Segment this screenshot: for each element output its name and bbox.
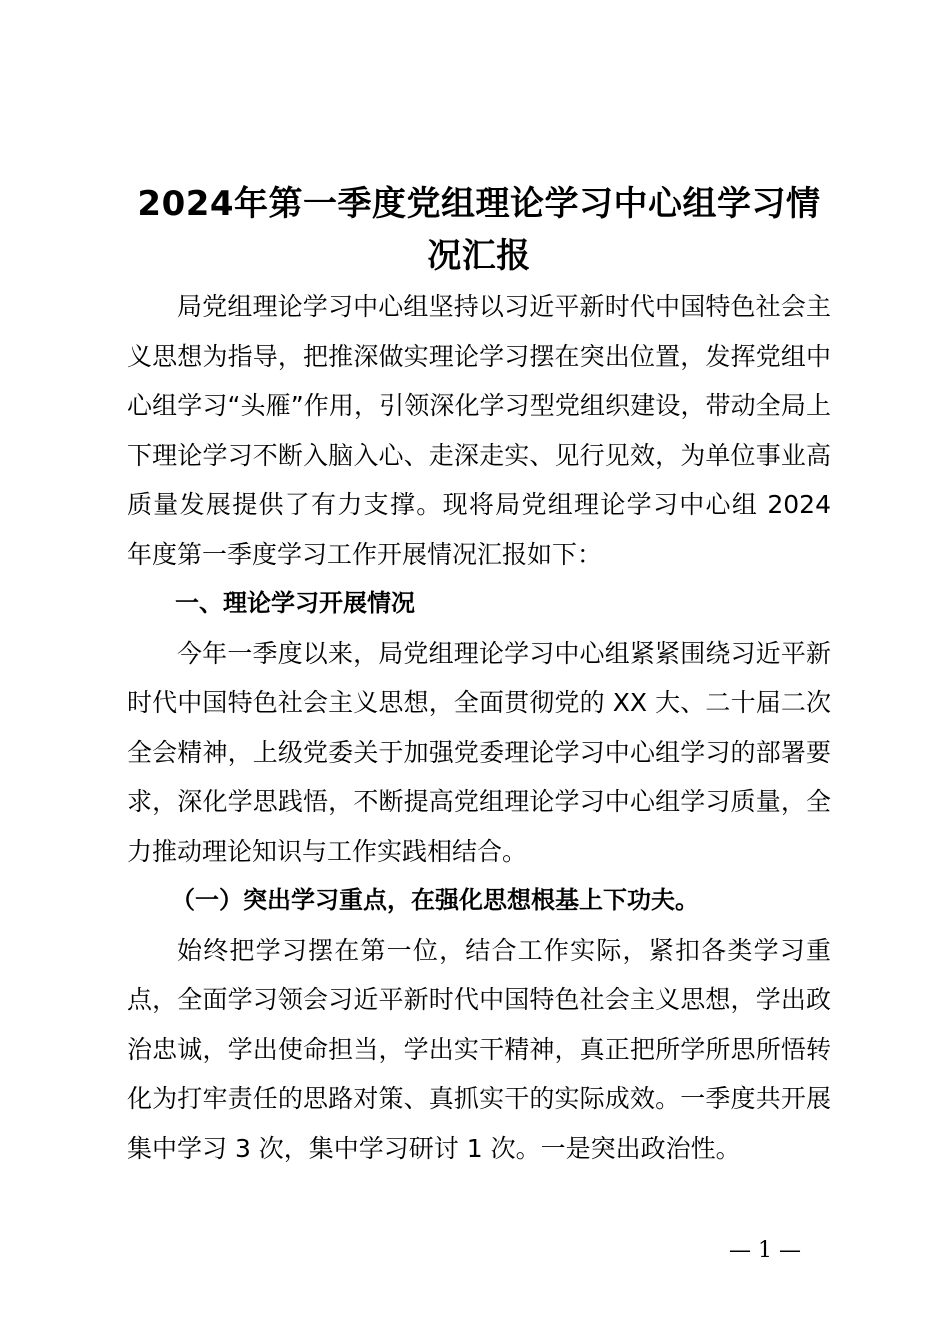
document-title: 2024年第一季度党组理论学习中心组学习情况汇报 [137,184,821,276]
intro-paragraph: 局党组理论学习中心组坚持以习近平新时代中国特色社会主义思想为指导，把推深做实理论学习摆在突出位置，发挥党组中心组学习“头雁”作用，引领深化学习型党组织建设，带动全局上下理论学习不断入脑入心、走深走实、见行见效，为单位事业高质量发展提供了有力支撑。现将局党组理论学习中心组 2024 年度第一季度学习工作开展情况汇报如下： [127,292,831,569]
section-paragraph: 今年一季度以来，局党组理论学习中心组紧紧围绕习近平新时代中国特色社会主义思想，全面贯彻党的 XX 大、二十届二次全会精神，上级党委关于加强党委理论学习中心组学习的部署要求，深化学思践悟，不断提高党组理论学习中心组学习质量，全力推动理论知识与工作实践相结合。 [127,638,831,866]
document-page [127,178,831,1173]
section-heading: 一、理论学习开展情况 [175,589,415,617]
page-number: — 1 — [729,1238,801,1263]
subsection-heading: （一）突出学习重点，在强化思想根基上下功夫。 [171,886,699,914]
subsection-paragraph: 始终把学习摆在第一位，结合工作实际，紧扣各类学习重点，全面学习领会习近平新时代中国特色社会主义思想，学出政治忠诚，学出使命担当，学出实干精神，真正把所学所思所悟转化为打牢责任的思路对策、真抓实干的实际成效。一季度共开展集中学习 3 次，集中学习研讨 1 次。一是突出政治性。 [127,935,831,1163]
